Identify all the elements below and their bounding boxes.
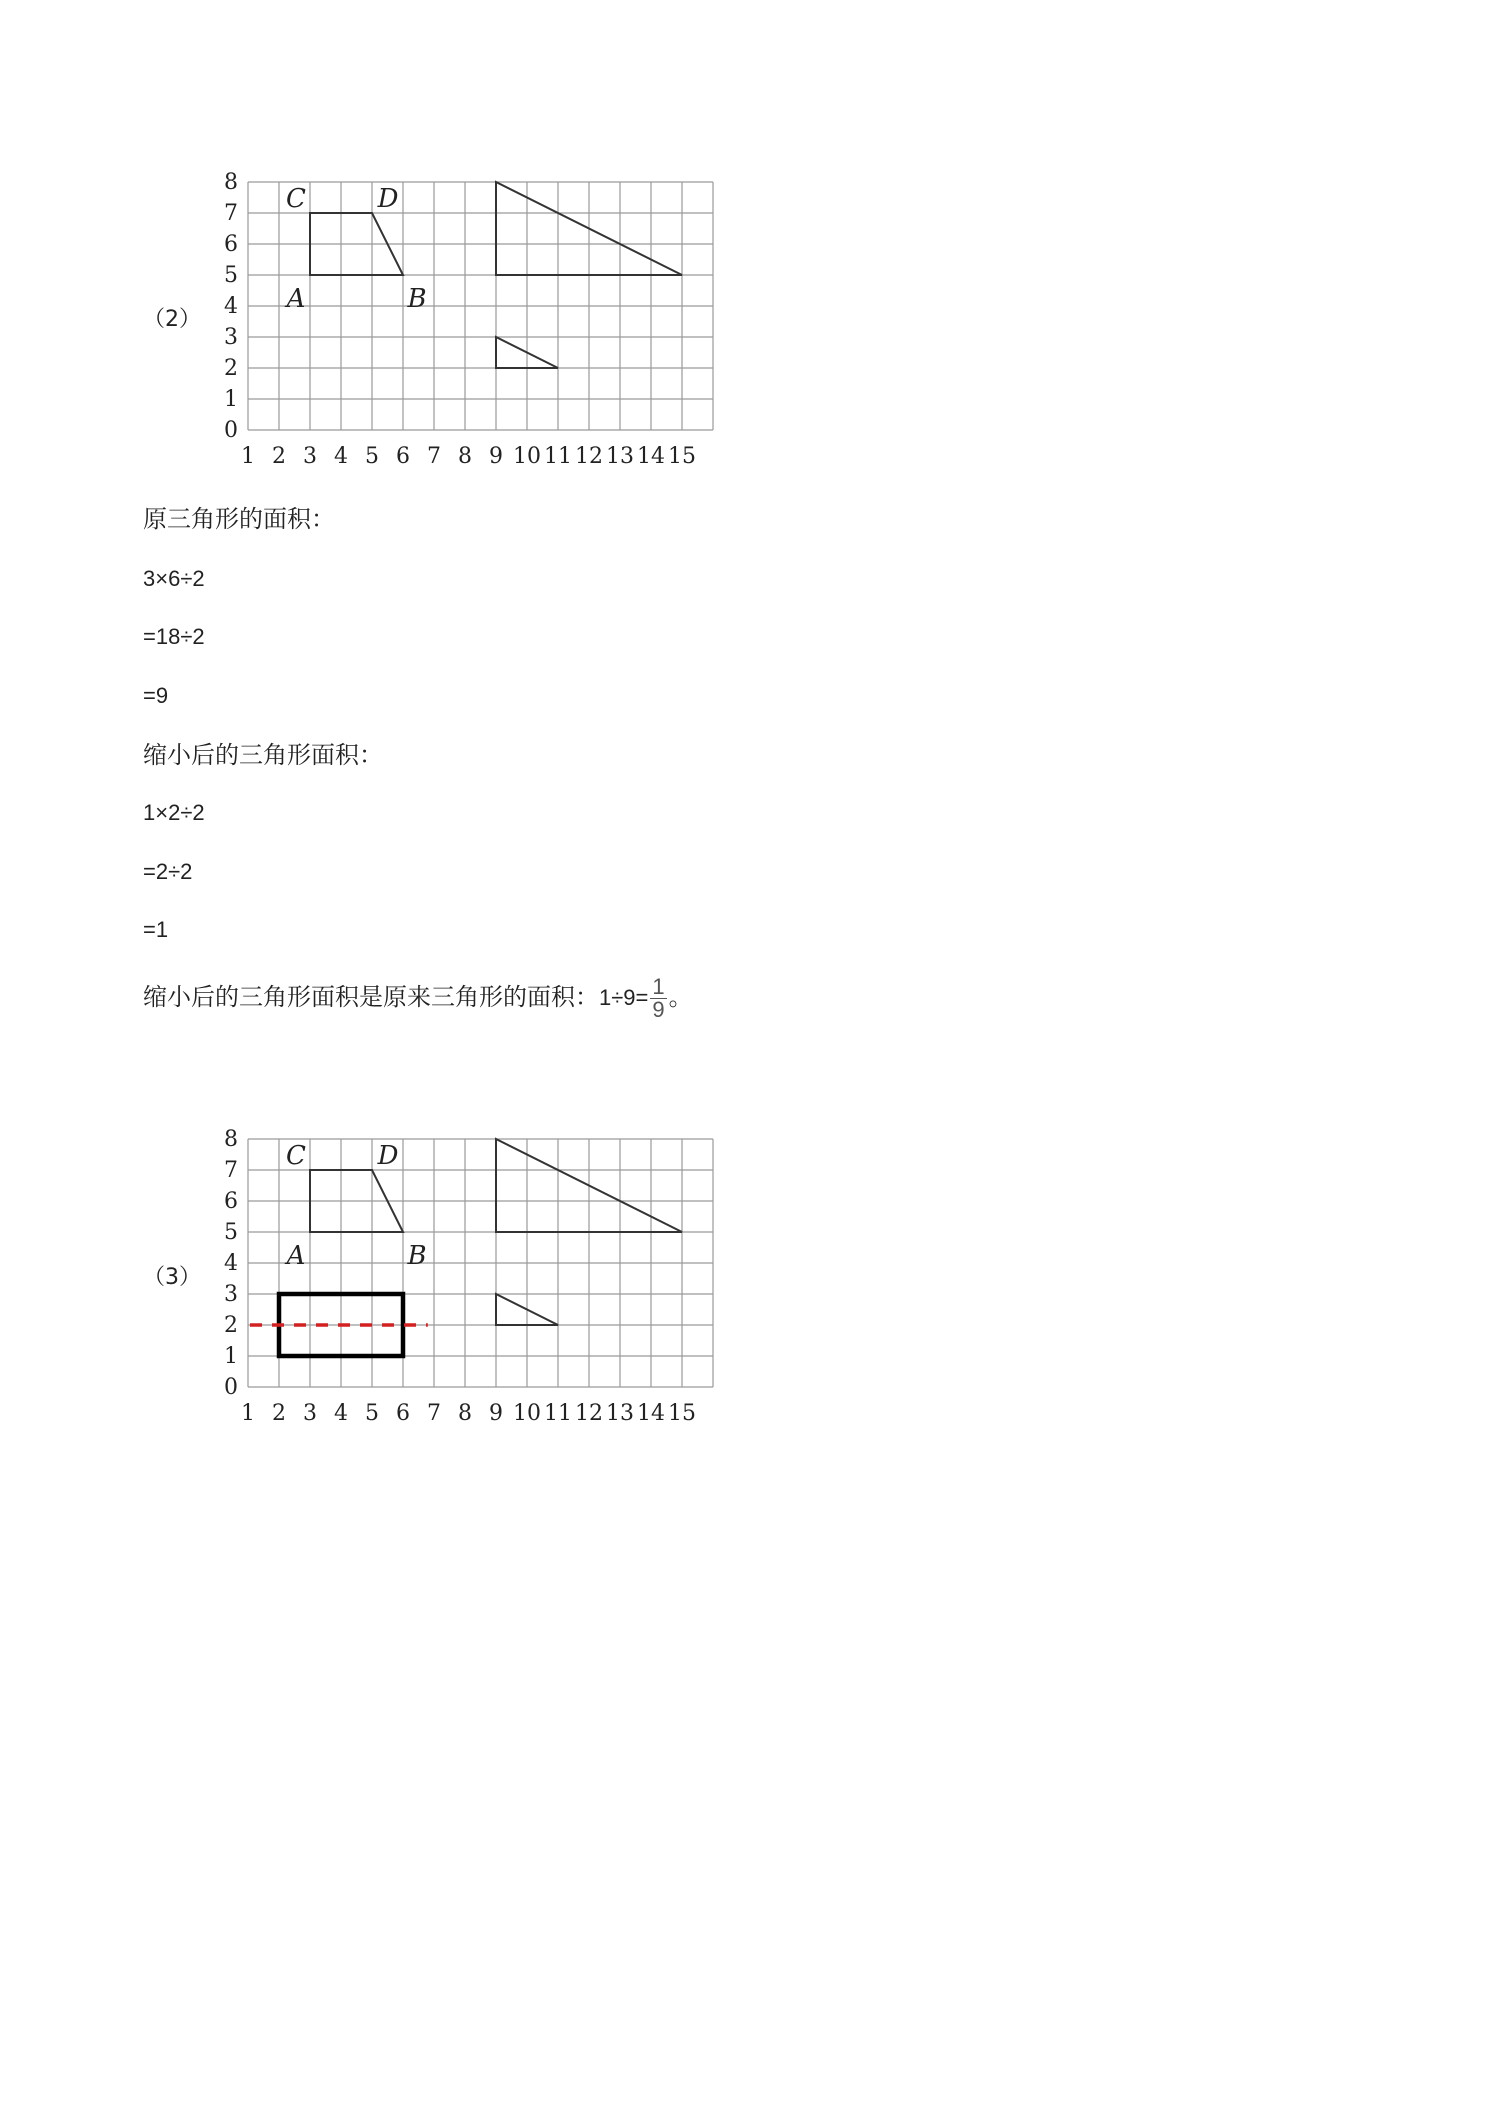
x-tick-label: 4 <box>334 1401 348 1426</box>
x-tick-label: 9 <box>489 444 503 469</box>
y-tick-label: 3 <box>224 325 238 350</box>
point-label-b: B <box>407 1241 427 1271</box>
x-tick-label: 6 <box>396 1401 410 1426</box>
part2-label: （2） <box>143 307 201 332</box>
y-tick-label: 7 <box>224 1158 238 1183</box>
x-tick-label: 14 <box>637 1401 665 1426</box>
x-tick-label: 10 <box>513 444 541 469</box>
y-tick-label: 6 <box>224 1189 238 1214</box>
point-label-b: B <box>407 284 427 314</box>
y-tick-label: 0 <box>224 1375 238 1400</box>
calc-line-1: 3×6÷2 <box>143 566 205 591</box>
x-tick-label: 7 <box>427 1401 441 1426</box>
calc-line-6: =1 <box>143 917 169 942</box>
y-tick-label: 7 <box>224 201 238 226</box>
conclusion-suffix: 。 <box>668 983 693 1011</box>
y-tick-label: 5 <box>224 263 238 288</box>
x-tick-label: 1 <box>241 1401 255 1426</box>
x-tick-label: 12 <box>575 444 603 469</box>
x-tick-label: 15 <box>668 1401 696 1426</box>
x-tick-label: 13 <box>606 1401 634 1426</box>
x-tick-label: 10 <box>513 1401 541 1426</box>
point-label-d: D <box>377 1141 399 1171</box>
calc-line-2: =18÷2 <box>143 624 205 649</box>
y-tick-label: 2 <box>224 356 238 381</box>
x-tick-label: 4 <box>334 444 348 469</box>
x-tick-label: 3 <box>303 444 317 469</box>
x-tick-label: 9 <box>489 1401 503 1426</box>
y-tick-label: 1 <box>224 1344 238 1369</box>
y-tick-label: 6 <box>224 232 238 257</box>
y-tick-label: 5 <box>224 1220 238 1245</box>
point-label-a: A <box>286 284 306 314</box>
x-tick-label: 2 <box>272 1401 286 1426</box>
y-tick-label: 4 <box>224 294 238 319</box>
part2-grid-figure <box>0 160 760 480</box>
point-label-d: D <box>377 184 399 214</box>
fraction-denominator: 9 <box>652 997 665 1022</box>
calc-line-4: 1×2÷2 <box>143 800 205 825</box>
text-reduced-area-heading: 缩小后的三角形面积： <box>143 741 383 769</box>
y-tick-label: 8 <box>224 1127 238 1152</box>
x-tick-label: 8 <box>458 1401 472 1426</box>
text-original-area-heading: 原三角形的面积： <box>143 505 335 533</box>
y-tick-label: 4 <box>224 1251 238 1276</box>
x-tick-label: 14 <box>637 444 665 469</box>
point-label-a: A <box>286 1241 306 1271</box>
x-tick-label: 3 <box>303 1401 317 1426</box>
y-tick-label: 1 <box>224 387 238 412</box>
part3-label: （3） <box>143 1265 201 1290</box>
x-tick-label: 15 <box>668 444 696 469</box>
y-tick-label: 8 <box>224 170 238 195</box>
y-tick-label: 0 <box>224 418 238 443</box>
x-tick-label: 11 <box>544 1401 572 1426</box>
fraction-numerator: 1 <box>652 974 665 999</box>
y-tick-label: 2 <box>224 1313 238 1338</box>
x-tick-label: 12 <box>575 1401 603 1426</box>
x-tick-label: 5 <box>365 444 379 469</box>
x-tick-label: 1 <box>241 444 255 469</box>
x-tick-label: 2 <box>272 444 286 469</box>
x-tick-label: 13 <box>606 444 634 469</box>
conclusion-expr: 1÷9= <box>599 985 649 1010</box>
x-tick-label: 8 <box>458 444 472 469</box>
x-tick-label: 5 <box>365 1401 379 1426</box>
conclusion-prefix: 缩小后的三角形面积是原来三角形的面积： <box>143 983 599 1011</box>
y-tick-label: 3 <box>224 1282 238 1307</box>
x-tick-label: 7 <box>427 444 441 469</box>
x-tick-label: 11 <box>544 444 572 469</box>
point-label-c: C <box>286 184 306 214</box>
fraction-one-ninth <box>650 974 666 1022</box>
x-tick-label: 6 <box>396 444 410 469</box>
calc-line-3: =9 <box>143 683 169 708</box>
calc-line-5: =2÷2 <box>143 859 193 884</box>
part3-grid-figure <box>0 1117 760 1437</box>
conclusion-line <box>143 972 693 1023</box>
point-label-c: C <box>286 1141 306 1171</box>
